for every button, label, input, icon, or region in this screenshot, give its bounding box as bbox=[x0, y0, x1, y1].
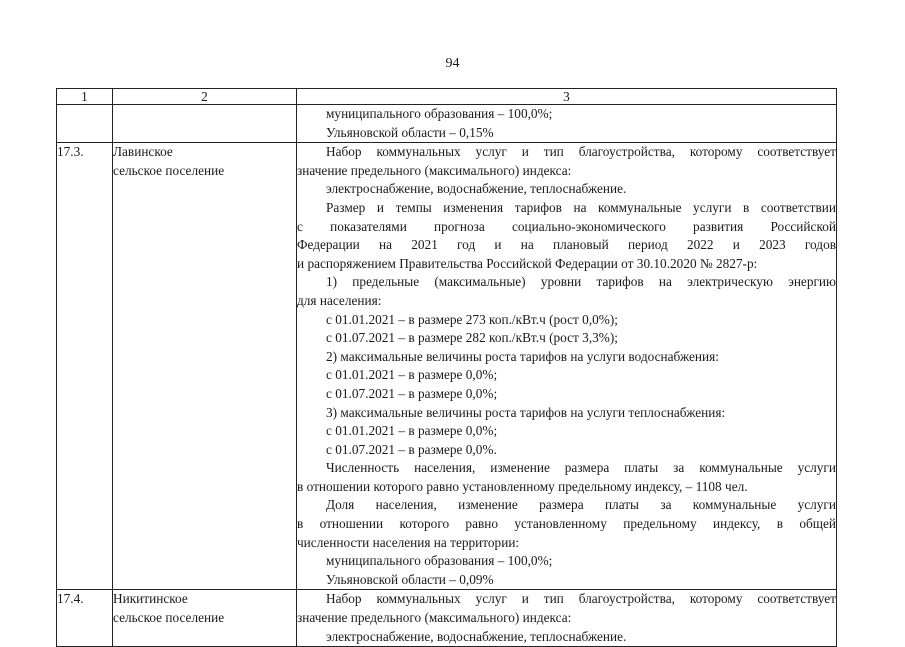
paragraph-line: в отношении которого равно установленному предельному индексу, – 1108 чел. bbox=[297, 478, 748, 494]
column-header-2: 2 bbox=[113, 89, 297, 105]
paragraph-line: значение предельного (максимального) индекса: bbox=[297, 610, 572, 626]
paragraph-line: Федерации на 2021 год и на плановый период 2022 и 2023 годов bbox=[297, 237, 836, 253]
paragraph-line: Доля населения, изменение размера платы за коммунальные услуги bbox=[326, 497, 836, 513]
paragraph-line: электроснабжение, водоснабжение, теплоснабжение. bbox=[326, 628, 627, 644]
paragraph-line: численности населения на территории: bbox=[297, 534, 520, 550]
settlement-name-line: Никитинское bbox=[113, 591, 188, 607]
paragraph-line: в отношении которого равно установленному предельному индексу, в общей bbox=[297, 516, 836, 532]
paragraph-line: Численность населения, изменение размера платы за коммунальные услуги bbox=[326, 460, 836, 476]
paragraph-line: с 01.01.2021 – в размере 0,0%; bbox=[326, 367, 498, 383]
column-header-3: 3 bbox=[297, 89, 837, 105]
table-header-row bbox=[57, 89, 837, 105]
column-header-1: 1 bbox=[57, 89, 113, 105]
settlement-name bbox=[113, 590, 297, 647]
cell-name bbox=[113, 105, 297, 143]
paragraph-line: Ульяновской области – 0,09% bbox=[326, 571, 494, 587]
row-number: 17.4. bbox=[57, 590, 113, 647]
paragraph-line: и распоряжением Правительства Российской Федерации от 30.10.2020 № 2827-р: bbox=[297, 255, 758, 271]
paragraph-line: Набор коммунальных услуг и тип благоустройства, которому соответствует bbox=[326, 591, 836, 607]
paragraph-line: значение предельного (максимального) индекса: bbox=[297, 162, 572, 178]
settlement-name-line: сельское поселение bbox=[113, 162, 225, 178]
paragraph-line: для населения: bbox=[297, 292, 382, 308]
tariff-table bbox=[56, 88, 837, 647]
settlement-name bbox=[113, 143, 297, 590]
content-line: муниципального образования – 100,0%; bbox=[326, 106, 553, 121]
paragraph-line: с 01.01.2021 – в размере 0,0%; bbox=[326, 423, 498, 439]
paragraph-line: электроснабжение, водоснабжение, теплоснабжение. bbox=[326, 181, 627, 197]
paragraph-line: Размер и темпы изменения тарифов на коммунальные услуги в соответствии bbox=[326, 199, 836, 215]
paragraph-line: 1) предельные (максимальные) уровни тарифов на электрическую энергию bbox=[326, 274, 836, 290]
table-row-continuation bbox=[57, 105, 837, 143]
paragraph-line: муниципального образования – 100,0%; bbox=[326, 553, 553, 569]
paragraph-line: 3) максимальные величины роста тарифов на услуги теплоснабжения: bbox=[326, 404, 726, 420]
paragraph-line: с 01.07.2021 – в размере 0,0%; bbox=[326, 385, 498, 401]
page-number: 94 bbox=[445, 56, 460, 71]
cell-content bbox=[297, 105, 837, 143]
row-number: 17.3. bbox=[57, 143, 113, 590]
paragraph-line: 2) максимальные величины роста тарифов на услуги водоснабжения: bbox=[326, 348, 719, 364]
settlement-name-line: Лавинское bbox=[113, 144, 173, 160]
table-row-17-4 bbox=[57, 590, 837, 647]
paragraph-line: с показателями прогноза социально-экономического развития Российской bbox=[297, 218, 836, 234]
paragraph-line: с 01.01.2021 – в размере 273 коп./кВт.ч (рост 0,0%); bbox=[326, 311, 618, 327]
cell-number bbox=[57, 105, 113, 143]
paragraph-line: Набор коммунальных услуг и тип благоустройства, которому соответствует bbox=[326, 144, 836, 160]
table-row-17-3 bbox=[57, 143, 837, 590]
content-line: Ульяновской области – 0,15% bbox=[326, 124, 494, 140]
row-content bbox=[297, 590, 837, 647]
paragraph-line: с 01.07.2021 – в размере 282 коп./кВт.ч (рост 3,3%); bbox=[326, 330, 618, 346]
row-content bbox=[297, 143, 837, 590]
paragraph-line: с 01.07.2021 – в размере 0,0%. bbox=[326, 441, 497, 457]
settlement-name-line: сельское поселение bbox=[113, 610, 225, 626]
